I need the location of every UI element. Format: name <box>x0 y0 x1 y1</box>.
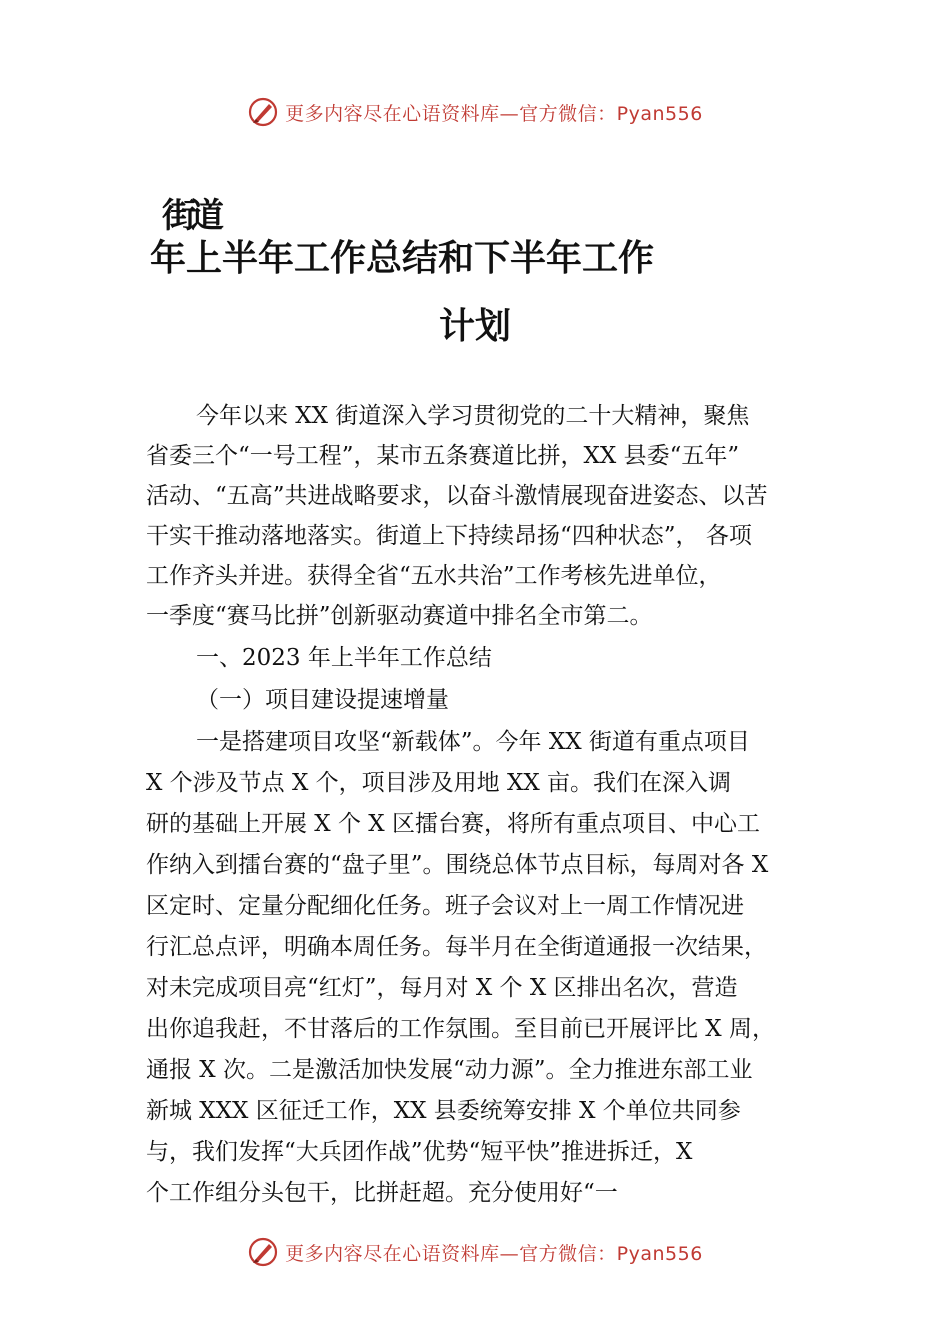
watermark-footer <box>0 1236 950 1268</box>
text-line: 与，我们发挥“大兵团作战”优势“短平快”推进拆迁，X <box>146 1139 693 1165</box>
text-line: 干实干推动落地落实。街道上下持续昂扬“四种状态”， 各项 <box>146 523 752 549</box>
text-line: 新城 XXX 区征迁工作，XX 县委统筹安排 X 个单位共同参 <box>146 1098 741 1124</box>
text-line: 通报 X 次。二是激活加快发展“动力源”。全力推进东部工业 <box>146 1057 753 1083</box>
watermark-text: 更多内容尽在心语资料库—官方微信：Pyan556 <box>285 1242 703 1265</box>
intro-paragraph <box>146 396 826 636</box>
subsection-heading: （一）项目建设提速增量 <box>196 687 449 713</box>
body-paragraph <box>146 722 826 1214</box>
quill-pen-logo-icon <box>247 1236 279 1268</box>
watermark-text: 更多内容尽在心语资料库—官方微信：Pyan556 <box>285 102 703 125</box>
text-line: 研的基础上开展 X 个 X 区擂台赛，将所有重点项目、中心工 <box>146 811 760 837</box>
quill-pen-logo-icon <box>247 96 279 128</box>
text-line: 活动、“五高”共进战略要求，以奋斗激情展现奋进姿态、以苦 <box>146 483 768 509</box>
text-line: 一季度“赛马比拼”创新驱动赛道中排名全市第二。 <box>146 603 653 629</box>
text-line: 一是搭建项目攻坚“新载体”。今年 XX 街道有重点项目 <box>196 729 750 755</box>
watermark-header <box>0 96 950 128</box>
text-line: 出你追我赶，不甘落后的工作氛围。至目前已开展评比 X 周， <box>146 1016 775 1042</box>
text-line: 对未完成项目亮“红灯”，每月对 X 个 X 区排出名次，营造 <box>146 975 738 1001</box>
section-heading: 一、2023 年上半年工作总结 <box>196 645 492 671</box>
page-title-line-2: 计划 <box>438 305 511 347</box>
text-line: 省委三个“一号工程”，某市五条赛道比拼，XX 县委“五年” <box>146 443 740 469</box>
title-street: 街道 <box>162 196 218 236</box>
text-line: 今年以来 XX 街道深入学习贯彻党的二十大精神，聚焦 <box>196 403 750 429</box>
text-line: 作纳入到擂台赛的“盘子里”。围绕总体节点目标，每周对各 X <box>146 852 769 878</box>
text-line: 个工作组分头包干，比拼赶超。充分使用好“一 <box>146 1180 618 1206</box>
text-line: X 个涉及节点 X 个，项目涉及用地 XX 亩。我们在深入调 <box>146 770 732 796</box>
text-line: 区定时、定量分配细化任务。班子会议对上一周工作情况进 <box>146 893 744 919</box>
text-line: 工作齐头并进。获得全省“五水共治”工作考核先进单位， <box>146 563 722 589</box>
page-title-line-1: 年上半年工作总结和下半年工作 <box>150 237 655 279</box>
text-line: 行汇总点评，明确本周任务。每半月在全街道通报一次结果， <box>146 934 767 960</box>
